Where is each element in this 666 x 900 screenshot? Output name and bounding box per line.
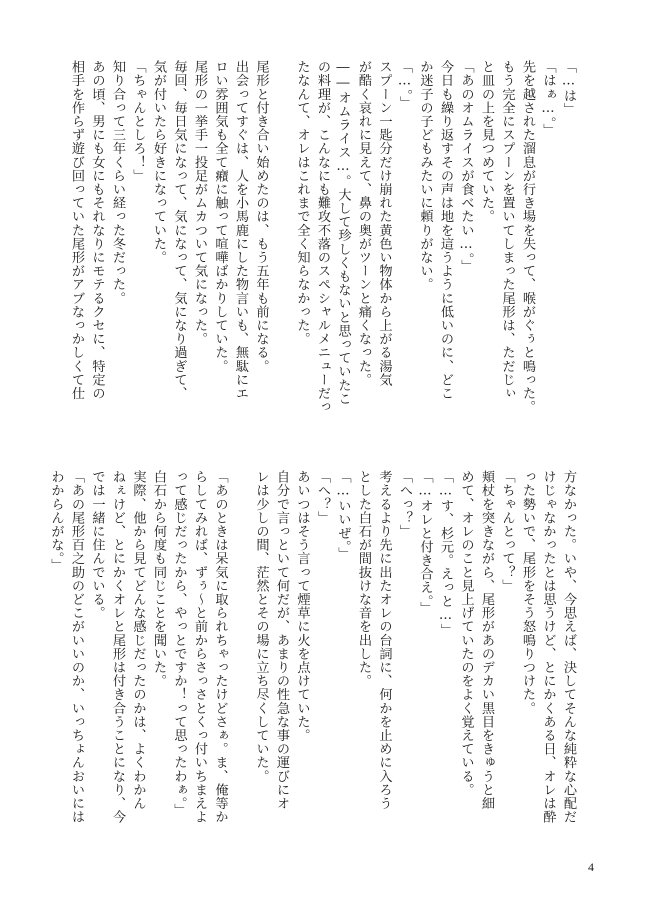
- text-line: が酷く哀れに見えて、鼻の奥がツーンと痛くなった。: [356, 60, 371, 387]
- text-line: [271, 60, 292, 430]
- text-line: 「はぁ…。」: [540, 60, 556, 137]
- text-line: って感じだったから、やっとですか！って思ったわぁ。」: [171, 470, 187, 817]
- text-line: わからんがな。」: [48, 470, 64, 573]
- text-line: 先を越された溜息が行き場を失って、喉がぐぅと鳴った。: [520, 60, 535, 414]
- page-number: 4: [588, 860, 594, 874]
- text-line: 今日も繰り返すその声は地を這うように低いのに、どこ: [438, 60, 453, 400]
- text-line: 出会ってすぐは、人を小馬鹿にした物言いも、無駄にエ: [233, 60, 248, 400]
- text-line: たなんて、オレはこれまで全く知らなかった。: [294, 60, 310, 346]
- text-line: 自分で言っといて何だが、あまりの性急な事の運びにオ: [274, 470, 289, 810]
- text-line: 「へっ？」: [397, 470, 412, 538]
- text-line: 「ちゃんとしろ！」: [130, 60, 146, 183]
- text-line: ねぇけど、とにかくオレと尾形は付き合うことになり、今: [110, 470, 125, 824]
- text-line: けじゃなかったとは思うけど、とにかくある日、オレは酔: [540, 470, 556, 824]
- text-line: 考えるより先に出たオレの台詞に、何かを止めに入ろう: [376, 470, 392, 810]
- text-line: 尾形の一挙手一投足がムカついて気になった。: [192, 60, 207, 346]
- text-line: 「…いいぜ。」: [335, 470, 351, 561]
- text-line: レは少しの間、茫然とその場に立ち尽くしていた。: [253, 470, 269, 783]
- text-line: 頬杖を突きながら、尾形があのデカい黒目をきゅうと細: [479, 470, 494, 810]
- text-line: 実際、他から見てどんな感じだったのかは、よくわかん: [130, 470, 146, 810]
- text-line: [230, 470, 251, 840]
- text-line: 「…オレと付き合え。」: [417, 470, 433, 615]
- text-line: 「あの尾形百之助のどこがいいのか、いっちょんおいには: [69, 470, 84, 824]
- text-line: と皿の上を見つめていた。: [479, 60, 494, 224]
- text-line: 「…は」: [561, 60, 576, 117]
- text-line: 「あのときは呆気に取られちゃったけどさぁ。ま、俺等か: [212, 470, 228, 824]
- text-line: 「…す、杉元。えっと…」: [438, 470, 453, 637]
- text-line: スプーン一匙分だけ崩れた黄色い物体から上がる湯気: [376, 60, 392, 387]
- text-line: 「あのオムライスが食べたい…。」: [458, 60, 474, 273]
- text-line: らしてみれば、ずぅ～と前からさっさとくっ付いちまえよ: [192, 470, 207, 824]
- text-line: 気が付いたら好きになっていた。: [151, 60, 166, 264]
- text-line: 「…。」: [397, 60, 412, 110]
- text-line: 「へ？」: [315, 470, 330, 525]
- text-line: あいつはそう言って煙草に火を点けていた。: [294, 470, 310, 742]
- text-line: 白石から何度も同じことを聞いた。: [151, 470, 166, 688]
- text-line: あの頃、男にも女にもそれなりにモテるクセに、特定の: [89, 60, 105, 400]
- lower-text-block: [48, 470, 578, 840]
- text-line: では一緒に住んでいる。: [89, 470, 105, 620]
- text-line: 尾形と付き合い始めたのは、もう五年も前になる。: [253, 60, 269, 373]
- text-line: めて、オレのこと見上げていたのをよく覚えている。: [458, 470, 474, 797]
- text-line: 知り合って三年くらい経った冬だった。: [110, 60, 125, 305]
- text-line: ――オムライス…。大して珍しくもないと思っていたこ: [335, 60, 351, 406]
- text-line: 毎回、毎日気になって、気になって、気になり過ぎて、: [171, 60, 187, 400]
- text-line: か迷子の子どもみたいに頼りがない。: [417, 60, 433, 292]
- text-line: 方なかった。いや、今思えば、決してそんな純粋な心配だ: [561, 470, 576, 824]
- text-line: 相手を作らず遊び回っていた尾形がアブなっかしくて仕: [69, 60, 84, 400]
- text-line: の料理が、こんなにも難攻不落のスペシャルメニューだっ: [315, 60, 330, 414]
- text-line: もう完全にスプーンを置いてしまった尾形は、ただじぃ: [499, 60, 515, 400]
- text-line: った勢いで、尾形をそう怒鳴りつけた。: [520, 470, 535, 715]
- upper-text-block: [58, 60, 578, 430]
- text-line: ロい雰囲気も全て癪に触って喧嘩ばかりしていた。: [212, 60, 228, 373]
- text-line: 「ちゃんとって？」: [499, 470, 515, 593]
- text-line: とした白石が間抜けな音を出した。: [356, 470, 371, 688]
